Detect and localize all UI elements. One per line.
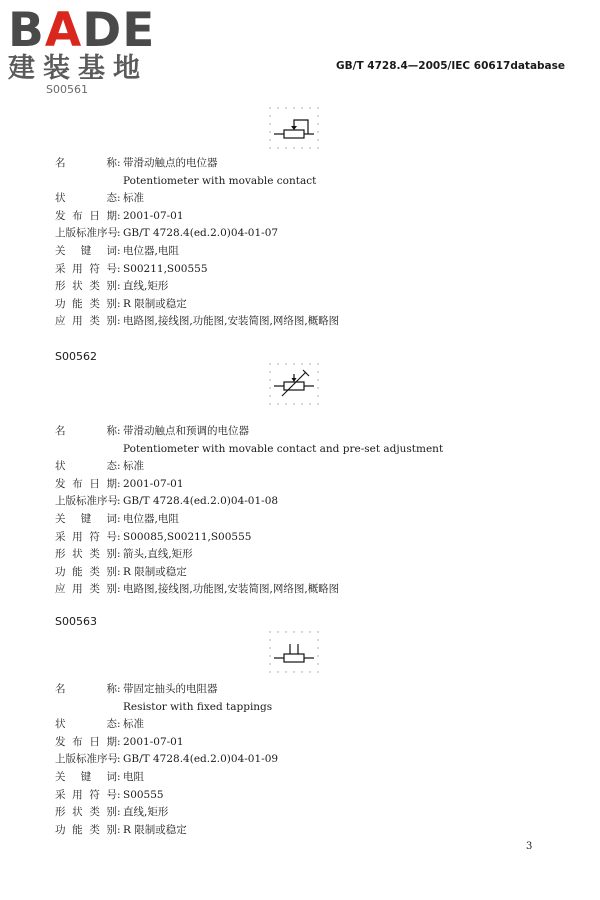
field-separator: : — [117, 315, 121, 328]
field-row — [55, 493, 525, 511]
field-label: 上版标准序号 — [55, 495, 118, 508]
field-value: S00211,S00555 — [123, 262, 208, 275]
field-value: S00085,S00211,S00555 — [123, 530, 252, 543]
field-separator: : — [117, 770, 121, 783]
field-value: R 限制或稳定 — [123, 823, 187, 836]
field-row — [55, 173, 525, 191]
logo-wordmark — [8, 3, 178, 58]
field-value: 电位器,电阻 — [123, 512, 179, 525]
field-label: 形状类别 — [55, 548, 117, 561]
logo-subtitle: 建装基地 — [8, 53, 148, 84]
field-row — [55, 155, 525, 173]
entry-2-code: S00562 — [55, 350, 97, 363]
field-separator: : — [117, 683, 121, 695]
preset-potentiometer-symbol-icon — [266, 360, 328, 408]
field-label: 关键词 — [55, 512, 117, 525]
brand-logo — [8, 3, 178, 96]
field-label: 名称 — [55, 425, 117, 437]
field-label: 应用类别 — [55, 315, 117, 328]
field-value: 标准 — [123, 192, 144, 205]
field-row — [55, 261, 525, 279]
field-row — [55, 699, 525, 717]
field-label: 关键词 — [55, 770, 117, 783]
field-row — [55, 564, 525, 582]
field-value: GB/T 4728.4(ed.2.0)04-01-07 — [123, 227, 279, 240]
field-label: 采用符号 — [55, 530, 117, 543]
field-value: 标准 — [123, 718, 144, 731]
field-separator: : — [117, 477, 121, 490]
field-row — [55, 734, 525, 752]
field-value: 电路图,接线图,功能图,安装简图,网络图,概略图 — [123, 583, 340, 596]
field-value: S00555 — [123, 788, 164, 801]
field-separator: : — [117, 565, 121, 578]
field-row — [55, 476, 525, 494]
field-separator: : — [117, 297, 121, 310]
field-separator: : — [117, 460, 121, 473]
field-separator: : — [117, 209, 121, 222]
first-entry-code: S00561 — [46, 83, 88, 96]
potentiometer-symbol-icon — [266, 104, 328, 152]
field-separator: : — [117, 530, 121, 543]
field-row — [55, 681, 525, 699]
field-row — [55, 243, 525, 261]
field-separator: : — [117, 806, 121, 819]
field-value: 带滑动触点的电位器 — [123, 157, 218, 169]
field-label: 功能类别 — [55, 823, 117, 836]
field-value: 2001-07-01 — [123, 209, 184, 222]
field-value: Potentiometer with movable contact and pre-set adjustment — [123, 442, 444, 455]
field-label: 关键词 — [55, 244, 117, 257]
field-value: 标准 — [123, 460, 144, 473]
field-label: 发布日期 — [55, 735, 117, 748]
field-value: 电路图,接线图,功能图,安装简图,网络图,概略图 — [123, 315, 340, 328]
field-row — [55, 225, 525, 243]
field-separator: : — [117, 753, 121, 766]
field-value: 直线,矩形 — [123, 806, 169, 819]
field-separator: : — [117, 157, 121, 169]
entry-3-fields — [55, 681, 525, 839]
field-row — [55, 313, 525, 331]
field-value: 带滑动触点和预调的电位器 — [123, 425, 249, 437]
field-value: 电位器,电阻 — [123, 244, 179, 257]
field-value: 2001-07-01 — [123, 735, 184, 748]
field-label: 状态 — [55, 192, 117, 205]
field-separator: : — [117, 823, 121, 836]
page-number: 3 — [526, 841, 533, 852]
field-row — [55, 423, 525, 441]
field-label: 功能类别 — [55, 565, 117, 578]
field-value: R 限制或稳定 — [123, 565, 187, 578]
field-label: 名称 — [55, 157, 117, 169]
logo-letters-de: DE — [82, 3, 156, 58]
field-label: 形状类别 — [55, 806, 117, 819]
field-separator: : — [117, 788, 121, 801]
field-row — [55, 822, 525, 840]
field-row — [55, 208, 525, 226]
field-row — [55, 716, 525, 734]
field-label: 名称 — [55, 683, 117, 695]
field-separator: : — [117, 227, 121, 240]
field-value: 箭头,直线,矩形 — [123, 548, 193, 561]
field-label: 上版标准序号 — [55, 227, 118, 240]
field-label: 发布日期 — [55, 209, 117, 222]
entry-2-fields — [55, 423, 525, 599]
field-separator: : — [117, 280, 121, 293]
field-label: 应用类别 — [55, 583, 117, 596]
tapped-resistor-symbol-icon — [266, 628, 328, 676]
field-label: 功能类别 — [55, 297, 117, 310]
logo-letter-b: B — [8, 3, 45, 58]
field-row — [55, 458, 525, 476]
field-value: 带固定抽头的电阻器 — [123, 683, 218, 695]
field-value: R 限制或稳定 — [123, 297, 187, 310]
standard-header: GB/T 4728.4—2005/IEC 60617database — [336, 60, 566, 72]
field-label: 形状类别 — [55, 280, 117, 293]
field-value: Resistor with fixed tappings — [123, 700, 273, 713]
field-label: 发布日期 — [55, 477, 117, 490]
entry-1-fields — [55, 155, 525, 331]
field-row — [55, 529, 525, 547]
field-value: GB/T 4728.4(ed.2.0)04-01-08 — [123, 495, 279, 508]
entry-3-code: S00563 — [55, 615, 97, 628]
field-row — [55, 581, 525, 599]
field-separator: : — [117, 548, 121, 561]
field-separator: : — [117, 495, 121, 508]
field-label: 上版标准序号 — [55, 753, 118, 766]
field-row — [55, 278, 525, 296]
field-separator: : — [117, 583, 121, 596]
field-row — [55, 804, 525, 822]
field-row — [55, 751, 525, 769]
field-label: 状态 — [55, 460, 117, 473]
field-row — [55, 546, 525, 564]
field-row — [55, 441, 525, 459]
field-row — [55, 190, 525, 208]
field-value: 电阻 — [123, 770, 144, 783]
field-label: 采用符号 — [55, 262, 117, 275]
field-separator: : — [117, 425, 121, 437]
field-label: 采用符号 — [55, 788, 117, 801]
field-separator: : — [117, 735, 121, 748]
logo-letter-a: A — [44, 3, 83, 58]
field-value: Potentiometer with movable contact — [123, 174, 317, 187]
field-row — [55, 787, 525, 805]
field-value: 直线,矩形 — [123, 280, 169, 293]
field-separator: : — [117, 718, 121, 731]
field-value: GB/T 4728.4(ed.2.0)04-01-09 — [123, 753, 279, 766]
field-row — [55, 296, 525, 314]
field-label: 状态 — [55, 718, 117, 731]
field-separator: : — [117, 192, 121, 205]
field-value: 2001-07-01 — [123, 477, 184, 490]
field-separator: : — [117, 512, 121, 525]
field-row — [55, 769, 525, 787]
field-separator: : — [117, 262, 121, 275]
field-separator: : — [117, 244, 121, 257]
field-row — [55, 511, 525, 529]
